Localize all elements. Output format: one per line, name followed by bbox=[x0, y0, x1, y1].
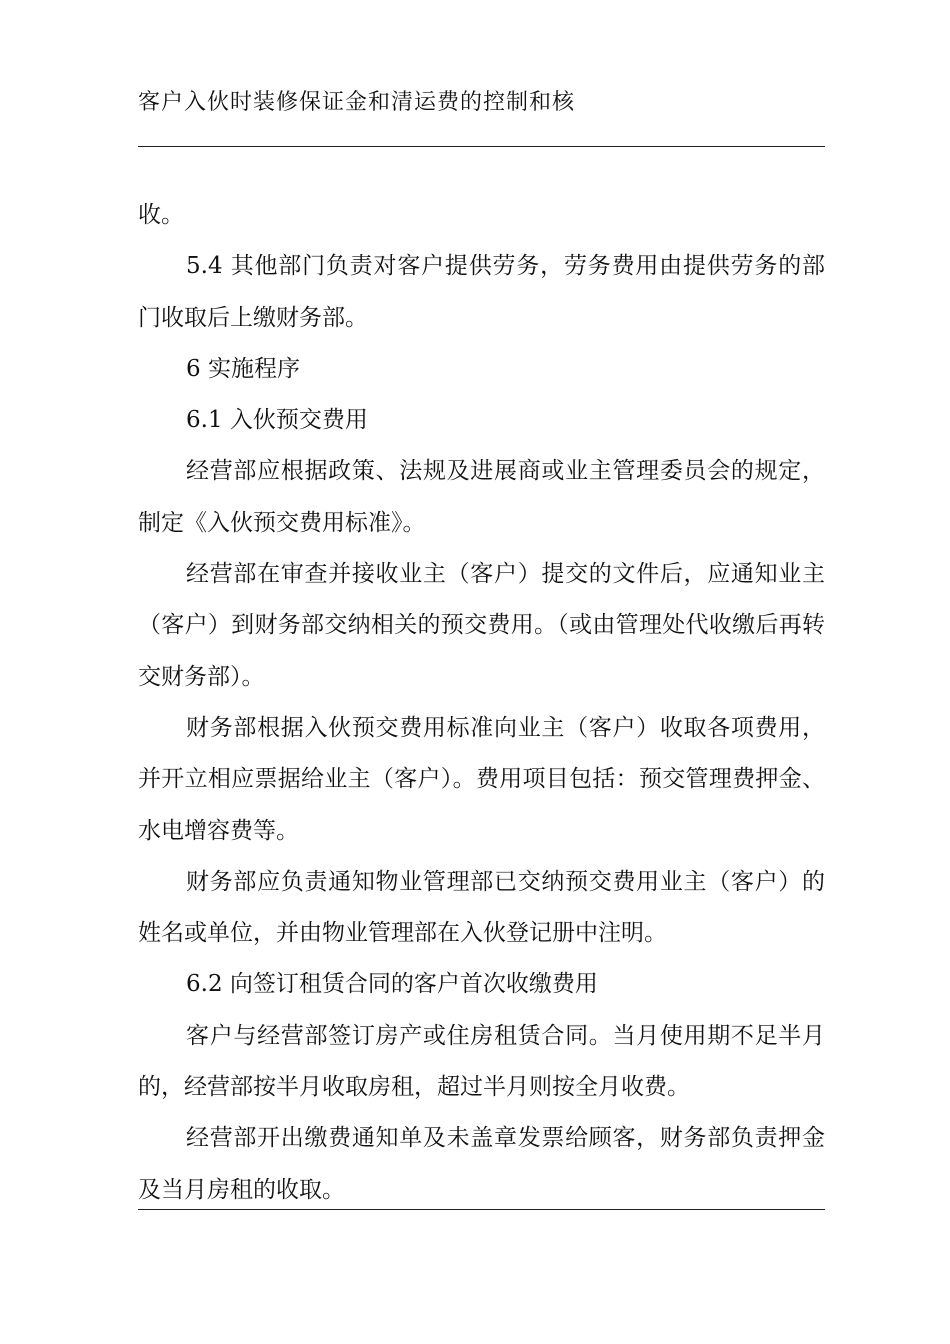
paragraph: 收。 bbox=[138, 202, 184, 228]
paragraph: 经营部在审查并接收业主（客户）提交的文件后，应通知业主（客户）到财务部交纳相关的预交费用。（或由管理处代收缴后再转交财务部）。 bbox=[138, 561, 825, 690]
footer-divider bbox=[138, 1209, 825, 1210]
subsection-heading: 6.2 向签订租赁合同的客户首次收缴费用 bbox=[186, 971, 598, 998]
header-divider bbox=[138, 146, 825, 147]
page-header-title: 客户入伙时装修保证金和清运费的控制和核 bbox=[138, 90, 576, 115]
section-heading: 6 实施程序 bbox=[186, 355, 300, 382]
subsection-heading: 6.1 入伙预交费用 bbox=[186, 407, 368, 434]
paragraph: 财务部根据入伙预交费用标准向业主（客户）收取各项费用，并开立相应票据给业主（客户）。费用项目包括：预交管理费押金、水电增容费等。 bbox=[138, 714, 825, 844]
paragraph: 5.4 其他部门负责对客户提供劳务，劳务费用由提供劳务的部门收取后上缴财务部。 bbox=[138, 253, 825, 331]
paragraph: 经营部开出缴费通知单及未盖章发票给顾客，财务部负责押金及当月房租的收取。 bbox=[138, 1125, 825, 1203]
paragraph: 财务部应负责通知物业管理部已交纳预交费用业主（客户）的姓名或单位，并由物业管理部在入伙登记册中注明。 bbox=[138, 868, 825, 947]
paragraph: 经营部应根据政策、法规及进展商或业主管理委员会的规定，制定《入伙预交费用标准》。 bbox=[138, 458, 825, 536]
paragraph: 客户与经营部签订房产或住房租赁合同。当月使用期不足半月的，经营部按半月收取房租，超过半月则按全月收费。 bbox=[138, 1022, 825, 1101]
document-body bbox=[138, 190, 825, 1216]
